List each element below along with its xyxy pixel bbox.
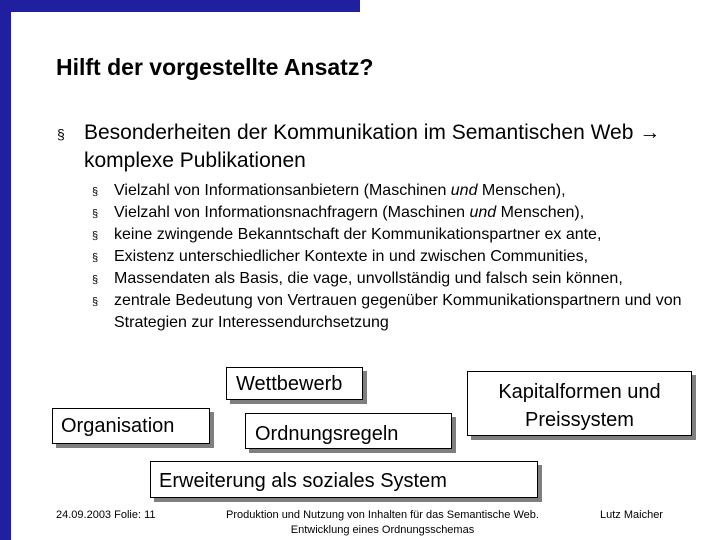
box-ordnungsregeln: Ordnungsregeln [245, 413, 452, 449]
footer-title-line1: Produktion und Nutzung von Inhalten für das Semantische Web. [226, 509, 539, 521]
list-item-text-end: Menschen), [496, 204, 585, 221]
list-item-text: Vielzahl von Informationsnachfragern (Maschinen [114, 204, 470, 221]
box-organisation: Organisation [52, 408, 210, 444]
bullet-marker-icon: § [57, 126, 65, 142]
top-accent-bar [0, 0, 360, 12]
main-bullet-text-end: komplexe Publikationen [84, 149, 306, 172]
box-kapitalformen-line1: Kapitalformen und [498, 381, 661, 403]
list-item-text: Massendaten als Basis, die vage, unvollständig und falsch sein können, [114, 270, 623, 287]
list-item-italic: und [469, 204, 497, 221]
footer-date-slide: 24.09.2003 Folie: 11 [56, 509, 156, 521]
box-wettbewerb: Wettbewerb [226, 367, 363, 400]
bullet-marker-icon: § [92, 230, 99, 242]
bullet-marker-icon: § [92, 296, 99, 308]
list-item-text-end: Menschen), [477, 182, 566, 199]
list-item [92, 180, 702, 202]
main-bullet-text [84, 119, 704, 175]
list-item [92, 224, 702, 246]
sub-bullet-list [92, 180, 702, 334]
list-item [92, 290, 702, 334]
box-kapitalformen [467, 371, 692, 436]
footer-title-line2: Entwicklung eines Ordnungsschemas [290, 524, 475, 536]
main-bullet-text-start: Besonderheiten der Kommunikation im Semantischen Web [84, 121, 634, 144]
bullet-marker-icon: § [92, 208, 99, 220]
list-item-text: Vielzahl von Informationsanbietern (Maschinen [114, 182, 451, 199]
footer-author: Lutz Maicher [600, 509, 663, 521]
list-item-text: zentrale Bedeutung von Vertrauen gegenüber Kommunikationspartnern und von Strategien zur Interessendurchsetzung [114, 292, 682, 331]
slide-title: Hilft der vorgestellte Ansatz? [56, 54, 374, 80]
list-item-text: Existenz unterschiedlicher Kontexte in und zwischen Communities, [114, 248, 589, 265]
bullet-marker-icon: § [92, 274, 99, 286]
arrow-icon: → [639, 121, 661, 144]
bullet-marker-icon: § [92, 252, 99, 264]
box-erweiterung: Erweiterung als soziales System [150, 461, 538, 498]
box-kapitalformen-line2: Preissystem [525, 409, 634, 431]
list-item-italic: und [450, 182, 478, 199]
list-item [92, 268, 702, 290]
bullet-marker-icon: § [92, 186, 99, 198]
footer-title [205, 508, 560, 538]
list-item [92, 202, 702, 224]
left-accent-bar [0, 0, 11, 540]
list-item-text: keine zwingende Bekanntschaft der Kommunikationspartner ex ante, [114, 226, 602, 243]
list-item [92, 246, 702, 268]
